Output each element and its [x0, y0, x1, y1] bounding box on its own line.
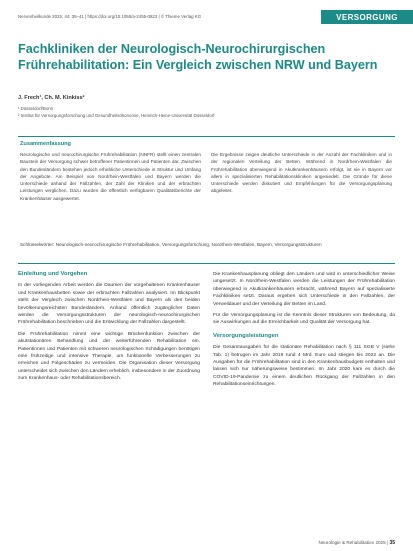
page-number: 35 — [389, 540, 395, 546]
affiliation-2: ² Institut für Versorgungsforschung und Gesundheitsökonomie, Heinrich-Heine-Universität Düsseldorf — [18, 113, 215, 118]
abstract-box — [18, 136, 395, 264]
abstract-left-column: Neurologische und neurochirurgische Frührehabilitation (NNFR) stellt einen zentralen Baustein der Versorgung schwer betroffener Patientinnen und Patienten dar. Zwischen den Bundesländern bestehen jedoch erhebliche Unterschiede in Struktur und Umfang der Angebote. Am Beispiel von Nordrhein-Westfalen und Bayern werden die Unterschiede anhand der Fallzahlen, der Zahl der Kliniken und der erbrachten Leistungen verglichen. Dazu wurden die öffentlich verfügbaren Qualitätsberichte der Krankenhäuser ausgewertet. — [20, 152, 201, 201]
affiliation-1: ¹ Düsseldorf/Bonn — [18, 106, 54, 111]
body-left-column — [18, 271, 200, 387]
footer-divider: | — [386, 540, 390, 545]
section-badge: VERSORGUNG — [321, 10, 413, 24]
citation-line: Nervenheilkunde 2025; 44: 35–41 | https://doi.org/10.1055/a-2455-0823 | © Thieme Verlag KG — [18, 14, 202, 19]
author-line: J. Frech¹, Ch. M. Kinkiss² — [18, 95, 85, 101]
section-heading-intro: Einleitung und Vorgehen — [18, 271, 88, 277]
paragraph: Die Krankenhausplanung obliegt den Ländern und wird in unterschiedlicher Weise umgesetzt. In Nordrhein-Westfalen werden die Leistungen der Frührehabilitation überwiegend in Akutkrankenhäusern erbracht, während Bayern auf spezialisierte Fachkliniken setzt. Daraus ergeben sich Unterschiede in den Fallzahlen, der Verweildauer und der Verteilung der Betten im Land. — [213, 272, 395, 307]
section-heading-services: Versorgungsleistungen — [213, 332, 279, 339]
body-right-column — [213, 271, 395, 393]
keywords: Schlüsselwörter: Neurologisch-neurochirurgische Frührehabilitation, Versorgungsforschung, Nordrhein-Westfalen, Bayern, Versorgungsstrukturen — [20, 242, 322, 247]
page-footer — [319, 540, 396, 546]
paragraph: Die Gesamtausgaben für die stationäre Rehabilitation nach § 111 SGB V (siehe Tab. 1) betrugen im Jahr 2019 rund 4 Mrd. Euro und stiegen bis 2022 an. Die Ausgaben für die Frührehabilitation sind in den Krankenhausbudgets enthalten und lassen sich nur näherungsweise bestimmen. Im Jahr 2020 kam es durch die COVID-19-Pandemie zu einem deutlichen Rückgang der Fallzahlen in den Rehabilitationseinrichtungen. — [213, 345, 395, 388]
paragraph: Die Frührehabilitation nimmt eine wichtige Brückenfunktion zwischen der akutstationären Behandlung und der weiterführenden Rehabilitation ein. Patientinnen und Patienten mit schweren neurologischen Schädigungen benötigen eine frühzeitige und intensive Therapie, um funktionelle Verbesserungen zu erreichen und Folgeschäden zu vermeiden. Die Organisation dieser Versorgung unterscheidet sich zwischen den Ländern erheblich, insbesondere in der Zuordnung zum Krankenhaus- oder Rehabilitationsbereich. — [18, 331, 200, 382]
paragraph: Für die Versorgungsplanung ist die Kenntnis dieser Strukturen von Bedeutung, da sie Auswirkungen auf die Erreichbarkeit und Qualität der Versorgung hat. — [213, 313, 395, 326]
abstract-right-column: Die Ergebnisse zeigen deutliche Unterschiede in der Anzahl der Fachkliniken und in der regionalen Verteilung der Betten. Während in Nordrhein-Westfalen die Frührehabilitation überwiegend in Akutkrankenhäusern erfolgt, ist sie in Bayern vor allem in spezialisierten Rehabilitationskliniken angesiedelt. Die Gründe für diese Unterschiede werden diskutiert und Empfehlungen für die Versorgungsplanung abgeleitet. — [211, 152, 392, 194]
journal-name: Neurologie & Rehabilitation 2025 — [318, 540, 386, 545]
abstract-heading: Zusammenfassung — [20, 141, 71, 147]
article-title: Fachkliniken der Neurologisch-Neurochirurgischen Frührehabilitation: Ein Vergleich zwischen NRW und Bayern — [18, 42, 378, 72]
paragraph: In der vorliegenden Arbeit werden die Daumen der vorgehaltenen Krankenhäuser und Krankenhausbetten sowie der erbrachten Fallzahlen analysiert. Im Blickpunkt steht der Vergleich zwischen Nordrhein-Westfalen und Bayern als den beiden bevölkerungsreichsten Bundesländern. Anhand öffentlich zugänglicher Daten werden die Versorgungsstrukturen der neurologisch-neurochirurgischen Frührehabilitation beschrieben und die Entwicklung der Fallzahlen dargestellt. — [18, 283, 200, 326]
